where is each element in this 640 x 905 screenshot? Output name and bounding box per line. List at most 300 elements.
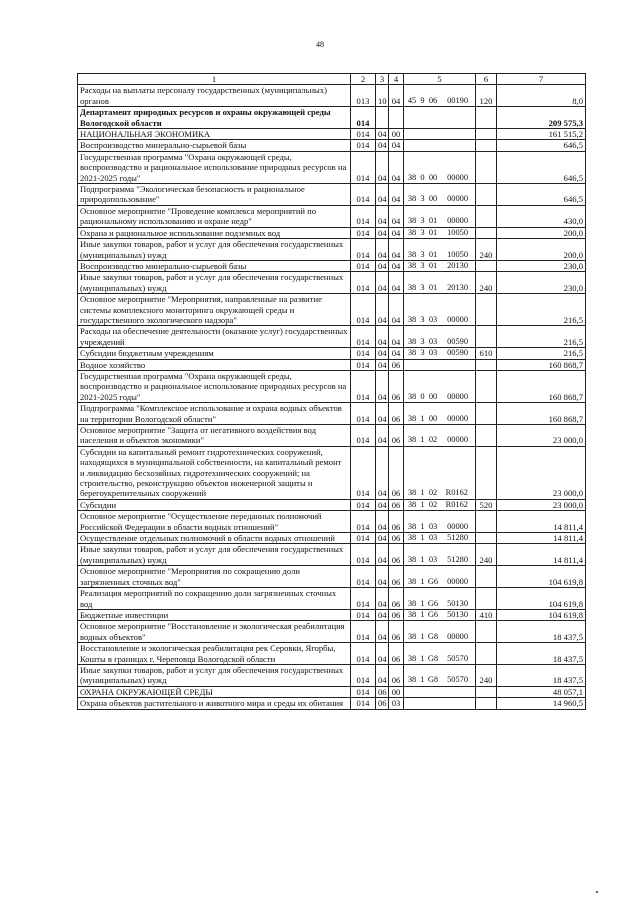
expense-type-code [476, 129, 497, 140]
row-name: Субсидии [78, 499, 351, 510]
target-article-part: 38 [407, 576, 417, 586]
target-article-code [404, 621, 476, 643]
table-row [78, 326, 586, 348]
table-row [78, 239, 586, 261]
target-article-part: 06 [428, 95, 438, 105]
target-article-part: 3 [420, 260, 425, 270]
target-article-part: 38 [407, 194, 417, 204]
target-article-part: 00000 [447, 631, 468, 641]
subsection-code: 06 [389, 370, 404, 402]
target-article-part: 03 [428, 554, 438, 564]
ministry-code: 014 [351, 511, 376, 533]
amount: 230,0 [497, 272, 586, 294]
amount: 200,0 [497, 239, 586, 261]
header-cell: 3 [376, 74, 389, 85]
ministry-code: 014 [351, 107, 376, 129]
scan-mark [596, 891, 598, 893]
target-article-code [404, 227, 476, 238]
expense-type-code [476, 643, 497, 665]
target-article-part: 38 [407, 435, 417, 445]
table-row [78, 698, 586, 709]
target-article-part: 00 [428, 194, 438, 204]
expense-type-code [476, 403, 497, 425]
target-article-part: G8 [427, 631, 439, 641]
target-article-part: 38 [407, 488, 417, 498]
subsection-code: 06 [389, 425, 404, 447]
expense-type-code: 240 [476, 544, 497, 566]
target-article-part: 38 [407, 314, 417, 324]
target-article-code [404, 499, 476, 510]
subsection-code: 04 [389, 184, 404, 206]
amount: 161 515,2 [497, 129, 586, 140]
target-article-part: G8 [427, 653, 439, 663]
target-article-part: 00000 [447, 314, 468, 324]
row-name: Воспроизводство минерально-сырьевой базы [78, 140, 351, 151]
subsection-code: 00 [389, 129, 404, 140]
table-row [78, 205, 586, 227]
target-article-part: 50130 [447, 609, 468, 619]
subsection-code: 06 [389, 544, 404, 566]
target-article-part: 1 [420, 499, 425, 509]
amount: 430,0 [497, 205, 586, 227]
section-code: 04 [376, 588, 389, 610]
target-article-part: 1 [420, 533, 425, 543]
amount: 14 811,4 [497, 544, 586, 566]
section-code: 04 [376, 511, 389, 533]
target-article-part: 38 [407, 391, 417, 401]
target-article-code [404, 107, 476, 129]
target-article-part: 0 [420, 391, 425, 401]
target-article-part: 0 [420, 172, 425, 182]
target-article-part: 3 [420, 216, 425, 226]
table-row [78, 348, 586, 359]
target-article-part: 00590 [447, 348, 468, 358]
target-article-part: 1 [420, 609, 425, 619]
target-article-code [404, 664, 476, 686]
row-name: Основное мероприятие "Защита от негативного воздействия вод населения и объектов экономики" [78, 425, 351, 447]
expense-type-code: 520 [476, 499, 497, 510]
section-code: 04 [376, 370, 389, 402]
target-article-part: G8 [427, 675, 439, 685]
target-article-code [404, 609, 476, 620]
target-article-code [404, 260, 476, 271]
target-article-code [404, 272, 476, 294]
amount: 14 811,4 [497, 511, 586, 533]
expense-type-code [476, 446, 497, 499]
subsection-code: 06 [389, 588, 404, 610]
target-article-part: 00000 [447, 216, 468, 226]
target-article-code [404, 205, 476, 227]
target-article-part: 01 [428, 260, 438, 270]
subsection-code: 04 [389, 348, 404, 359]
section-code: 04 [376, 184, 389, 206]
table-row [78, 544, 586, 566]
target-article-part: 38 [407, 336, 417, 346]
expense-type-code [476, 566, 497, 588]
subsection-code: 06 [389, 621, 404, 643]
target-article-part: 38 [407, 260, 417, 270]
section-code: 04 [376, 403, 389, 425]
amount: 48 057,1 [497, 686, 586, 697]
table-row [78, 140, 586, 151]
target-article-part: 01 [428, 227, 438, 237]
row-name: Государственная программа "Охрана окружающей среды, воспроизводство и рациональное использование природных ресурсов на 2021-2025 годы" [78, 151, 351, 183]
target-article-part: 1 [420, 488, 425, 498]
row-name: Воспроизводство минерально-сырьевой базы [78, 260, 351, 271]
target-article-part: 20130 [447, 260, 468, 270]
target-article-part: 00190 [447, 95, 468, 105]
target-article-part: 02 [428, 488, 438, 498]
target-article-code [404, 698, 476, 709]
section-code: 04 [376, 359, 389, 370]
row-name: Основное мероприятие "Восстановление и экологическая реабилитация водных объектов" [78, 621, 351, 643]
target-article-part: 3 [420, 227, 425, 237]
subsection-code: 06 [389, 403, 404, 425]
amount: 160 868,7 [497, 403, 586, 425]
target-article-part: 3 [420, 336, 425, 346]
amount: 230,0 [497, 260, 586, 271]
subsection-code: 04 [389, 205, 404, 227]
amount: 646,5 [497, 140, 586, 151]
table-row [78, 260, 586, 271]
ministry-code: 014 [351, 227, 376, 238]
row-name: Субсидии на капитальный ремонт гидротехнических сооружений, находящихся в муниципальной собственности, на капитальный ремонт и ликвидацию бесхозяйных гидротехнических сооружений; на строительство, реконструкцию объектов инженерной защиты и берегоукрепительных сооружений [78, 446, 351, 499]
expense-type-code [476, 184, 497, 206]
ministry-code: 014 [351, 129, 376, 140]
row-name: Департамент природных ресурсов и охраны окружающей среды Вологодской области [78, 107, 351, 129]
expense-type-code [476, 511, 497, 533]
expense-type-code [476, 205, 497, 227]
expense-type-code: 410 [476, 609, 497, 620]
target-article-part: 02 [428, 499, 438, 509]
target-article-part: 38 [407, 653, 417, 663]
subsection-code: 04 [389, 326, 404, 348]
page-number: 48 [316, 40, 324, 49]
amount: 160 868,7 [497, 370, 586, 402]
amount: 18 437,5 [497, 664, 586, 686]
target-article-code [404, 140, 476, 151]
table-row [78, 499, 586, 510]
expense-type-code [476, 151, 497, 183]
target-article-part: 00000 [447, 391, 468, 401]
section-code: 04 [376, 239, 389, 261]
section-code: 04 [376, 326, 389, 348]
subsection-code: 04 [389, 239, 404, 261]
table-row [78, 566, 586, 588]
header-cell: 2 [351, 74, 376, 85]
target-article-code [404, 566, 476, 588]
target-article-part: 01 [428, 282, 438, 292]
target-article-part: 03 [428, 348, 438, 358]
target-article-code [404, 151, 476, 183]
target-article-code [404, 294, 476, 326]
target-article-part: 38 [407, 348, 417, 358]
table-row [78, 686, 586, 697]
target-article-part: 01 [428, 249, 438, 259]
subsection-code: 04 [389, 151, 404, 183]
target-article-part: 00000 [447, 194, 468, 204]
subsection-code: 06 [389, 511, 404, 533]
ministry-code: 014 [351, 566, 376, 588]
target-article-part: 03 [428, 336, 438, 346]
target-article-part: 45 [407, 95, 417, 105]
target-article-code [404, 643, 476, 665]
amount: 216,5 [497, 348, 586, 359]
row-name: Расходы на выплаты персоналу государственных (муниципальных) органов [78, 85, 351, 107]
section-code: 04 [376, 446, 389, 499]
ministry-code: 014 [351, 664, 376, 686]
ministry-code: 014 [351, 698, 376, 709]
target-article-part: 51280 [447, 533, 468, 543]
amount: 104 619,8 [497, 566, 586, 588]
target-article-part: 1 [420, 521, 425, 531]
section-code [376, 107, 389, 129]
table-row [78, 184, 586, 206]
target-article-part: 38 [407, 249, 417, 259]
amount: 23 000,0 [497, 425, 586, 447]
target-article-code [404, 511, 476, 533]
target-article-part: G6 [427, 598, 439, 608]
target-article-code [404, 359, 476, 370]
target-article-part: G6 [427, 576, 439, 586]
target-article-part: 38 [407, 598, 417, 608]
amount: 23 000,0 [497, 499, 586, 510]
ministry-code: 014 [351, 205, 376, 227]
amount: 160 868,7 [497, 359, 586, 370]
header-row [78, 74, 586, 85]
row-name: Охрана объектов растительного и животного мира и среды их обитания [78, 698, 351, 709]
row-name: Основное мероприятие "Мероприятия по сокращению доли загрязненных сточных вод" [78, 566, 351, 588]
section-code: 04 [376, 272, 389, 294]
target-article-part: 38 [407, 533, 417, 543]
target-article-part: 38 [407, 413, 417, 423]
ministry-code: 014 [351, 184, 376, 206]
amount: 18 437,5 [497, 621, 586, 643]
target-article-part: 1 [420, 653, 425, 663]
target-article-part: 38 [407, 172, 417, 182]
row-name: Подпрограмма "Экологическая безопасность и рациональное природопользование" [78, 184, 351, 206]
section-code: 04 [376, 260, 389, 271]
subsection-code: 06 [389, 566, 404, 588]
budget-body [78, 85, 586, 709]
row-name: Субсидии бюджетным учреждениям [78, 348, 351, 359]
ministry-code: 014 [351, 260, 376, 271]
row-name: Расходы на обеспечение деятельности (оказание услуг) государственных учреждений [78, 326, 351, 348]
table-row [78, 359, 586, 370]
table-row [78, 129, 586, 140]
expense-type-code [476, 370, 497, 402]
target-article-part: 01 [428, 216, 438, 226]
target-article-part: 03 [428, 521, 438, 531]
ministry-code: 014 [351, 140, 376, 151]
expense-type-code [476, 326, 497, 348]
table-row [78, 370, 586, 402]
section-code: 04 [376, 425, 389, 447]
target-article-part: 3 [420, 194, 425, 204]
expense-type-code: 240 [476, 272, 497, 294]
subsection-code: 04 [389, 227, 404, 238]
subsection-code: 03 [389, 698, 404, 709]
target-article-part: 00000 [447, 413, 468, 423]
ministry-code: 014 [351, 621, 376, 643]
target-article-part: 50570 [447, 675, 468, 685]
target-article-code [404, 348, 476, 359]
row-name: Основное мероприятие "Мероприятия, направленные на развитие системы комплексного мониторинга окружающей среды и государственного экологического надзора" [78, 294, 351, 326]
ministry-code: 014 [351, 359, 376, 370]
target-article-part: 38 [407, 216, 417, 226]
target-article-code [404, 425, 476, 447]
table-row [78, 227, 586, 238]
section-code: 04 [376, 294, 389, 326]
subsection-code: 04 [389, 272, 404, 294]
row-name: Основное мероприятие "Проведение комплекса мероприятий по рациональному использованию и охране недр" [78, 205, 351, 227]
expense-type-code [476, 686, 497, 697]
target-article-part: 1 [420, 413, 425, 423]
table-row [78, 621, 586, 643]
subsection-code: 04 [389, 260, 404, 271]
section-code: 04 [376, 499, 389, 510]
row-name: Государственная программа "Охрана окружающей среды, воспроизводство и рациональное использование природных ресурсов на 2021-2025 годы" [78, 370, 351, 402]
target-article-part: 00000 [447, 521, 468, 531]
target-article-part: 20130 [447, 282, 468, 292]
expense-type-code: 610 [476, 348, 497, 359]
target-article-part: 38 [407, 554, 417, 564]
target-article-part: 3 [420, 348, 425, 358]
expense-type-code: 240 [476, 664, 497, 686]
target-article-part: R0162 [445, 499, 468, 509]
section-code: 04 [376, 609, 389, 620]
section-code: 04 [376, 205, 389, 227]
table-row [78, 533, 586, 544]
table-row [78, 85, 586, 107]
ministry-code: 014 [351, 446, 376, 499]
table-row [78, 272, 586, 294]
section-code: 04 [376, 664, 389, 686]
amount: 646,5 [497, 184, 586, 206]
header-cell: 7 [497, 74, 586, 85]
target-article-part: 38 [407, 609, 417, 619]
row-name: Водное хозяйство [78, 359, 351, 370]
table-row [78, 588, 586, 610]
target-article-code [404, 686, 476, 697]
table-row [78, 643, 586, 665]
section-code: 04 [376, 348, 389, 359]
row-name: НАЦИОНАЛЬНАЯ ЭКОНОМИКА [78, 129, 351, 140]
target-article-part: 02 [428, 435, 438, 445]
target-article-part: 00590 [447, 336, 468, 346]
subsection-code: 06 [389, 643, 404, 665]
section-code: 04 [376, 227, 389, 238]
table-row [78, 151, 586, 183]
ministry-code: 014 [351, 151, 376, 183]
target-article-part: 1 [420, 631, 425, 641]
section-code: 04 [376, 140, 389, 151]
amount: 104 619,8 [497, 609, 586, 620]
section-code: 04 [376, 533, 389, 544]
amount: 209 575,3 [497, 107, 586, 129]
expense-type-code [476, 425, 497, 447]
target-article-part: 3 [420, 314, 425, 324]
target-article-part: 1 [420, 435, 425, 445]
expense-type-code [476, 588, 497, 610]
section-code: 04 [376, 643, 389, 665]
target-article-part: 00 [428, 413, 438, 423]
row-name: Реализация мероприятий по сокращению доли загрязненных сточных вод [78, 588, 351, 610]
section-code: 04 [376, 151, 389, 183]
subsection-code: 06 [389, 499, 404, 510]
target-article-part: 51280 [447, 554, 468, 564]
row-name: Восстановление и экологическая реабилитация рек Серовки, Ягорбы, Кошты в границах г. Череповца Вологодской области [78, 643, 351, 665]
row-name: Иные закупки товаров, работ и услуг для обеспечения государственных (муниципальных) нужд [78, 239, 351, 261]
expense-type-code [476, 533, 497, 544]
amount: 14 960,5 [497, 698, 586, 709]
amount: 23 000,0 [497, 446, 586, 499]
expense-type-code [476, 621, 497, 643]
row-name: Бюджетные инвестиции [78, 609, 351, 620]
target-article-part: 38 [407, 521, 417, 531]
amount: 646,5 [497, 151, 586, 183]
ministry-code: 014 [351, 425, 376, 447]
header-cell: 1 [78, 74, 351, 85]
budget-table [77, 73, 586, 710]
target-article-code [404, 446, 476, 499]
target-article-code [404, 239, 476, 261]
target-article-code [404, 544, 476, 566]
ministry-code: 014 [351, 239, 376, 261]
amount: 216,5 [497, 294, 586, 326]
target-article-code [404, 403, 476, 425]
row-name: Осуществление отдельных полномочий в области водных отношений [78, 533, 351, 544]
subsection-code: 04 [389, 140, 404, 151]
row-name: Иные закупки товаров, работ и услуг для обеспечения государственных (муниципальных) нужд [78, 544, 351, 566]
subsection-code: 06 [389, 446, 404, 499]
amount: 8,0 [497, 85, 586, 107]
ministry-code: 014 [351, 370, 376, 402]
subsection-code: 06 [389, 359, 404, 370]
amount: 216,5 [497, 326, 586, 348]
subsection-code [389, 107, 404, 129]
ministry-code: 014 [351, 643, 376, 665]
target-article-part: 1 [420, 554, 425, 564]
row-name: Основное мероприятие "Осуществление переданных полномочий Российской Федерации в области водных отношений" [78, 511, 351, 533]
expense-type-code [476, 359, 497, 370]
target-article-part: 38 [407, 499, 417, 509]
target-article-part: 10050 [447, 249, 468, 259]
target-article-code [404, 326, 476, 348]
header-cell: 6 [476, 74, 497, 85]
section-code: 04 [376, 544, 389, 566]
target-article-part: 00 [428, 172, 438, 182]
header-cell: 4 [389, 74, 404, 85]
target-article-part: 3 [420, 249, 425, 259]
target-article-part: 1 [420, 598, 425, 608]
target-article-code [404, 129, 476, 140]
amount: 104 619,8 [497, 588, 586, 610]
target-article-part: 10050 [447, 227, 468, 237]
ministry-code: 014 [351, 544, 376, 566]
ministry-code: 014 [351, 403, 376, 425]
section-code: 04 [376, 566, 389, 588]
subsection-code: 06 [389, 609, 404, 620]
table-row [78, 446, 586, 499]
ministry-code: 014 [351, 272, 376, 294]
target-article-part: 38 [407, 282, 417, 292]
subsection-code: 06 [389, 664, 404, 686]
row-name: Иные закупки товаров, работ и услуг для обеспечения государственных (муниципальных) нужд [78, 272, 351, 294]
target-article-part: 3 [420, 282, 425, 292]
expense-type-code [476, 260, 497, 271]
table-row [78, 425, 586, 447]
